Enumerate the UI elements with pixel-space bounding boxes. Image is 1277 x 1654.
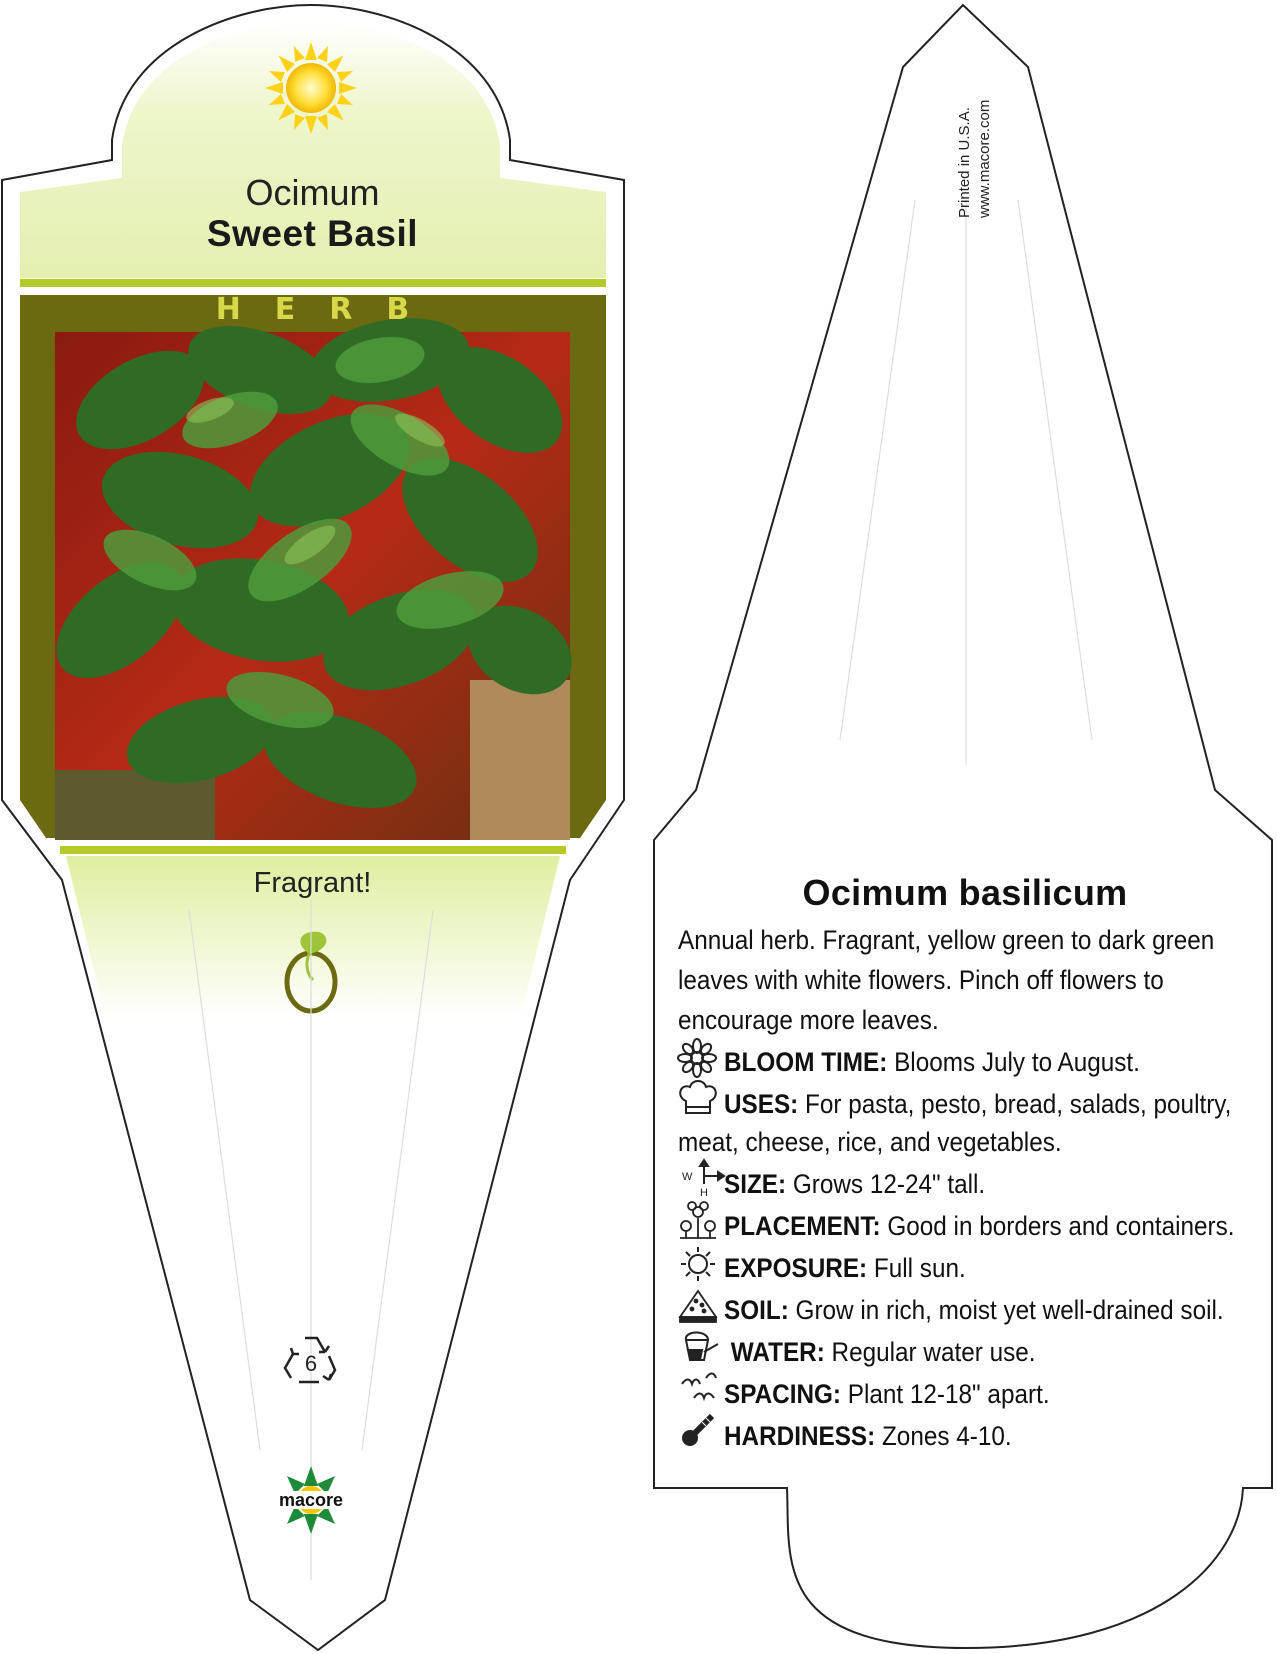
attr-water: WATER: Regular water use. (730, 1336, 1036, 1367)
attr-soil: SOIL: Grow in rich, moist yet well-drained soil. (724, 1294, 1224, 1325)
sun-icon (265, 42, 357, 134)
attr-uses-continued: meat, cheese, rice, and vegetables. (678, 1127, 1062, 1157)
attr-spacing: SPACING: Plant 12-18" apart. (724, 1378, 1050, 1409)
printed-notice (955, 38, 993, 218)
size-icon-h: H (700, 1187, 708, 1199)
description: Annual herb. Fragrant, yellow green to dark green leaves with white flowers. Pinch off flowers to encourage more leaves. (678, 925, 1215, 1035)
svg-text:macore: macore (278, 1490, 344, 1510)
common-name: Sweet Basil (206, 213, 419, 254)
attr-uses: USES: For pasta, pesto, bread, salads, poultry, (724, 1088, 1232, 1119)
attr-placement: PLACEMENT: Good in borders and containers. (724, 1210, 1235, 1241)
attr-hardiness: HARDINESS: Zones 4-10. (724, 1420, 1012, 1451)
size-icon-w: W (682, 1171, 693, 1183)
header-lime-rule (20, 279, 606, 287)
lower-lime-rule (60, 846, 566, 854)
category-label: HERB (215, 292, 444, 327)
attr-bloom-time: BLOOM TIME: Blooms July to August. (724, 1046, 1140, 1077)
basil-photo (36, 307, 588, 840)
attr-size: SIZE: Grows 12-24" tall. (724, 1168, 986, 1199)
recycle-number: 6 (304, 1351, 318, 1376)
scientific-name: Ocimum basilicum (802, 872, 1128, 913)
attr-exposure: EXPOSURE: Full sun. (724, 1252, 966, 1283)
website: www.macore.com (976, 99, 993, 218)
genus-name: Ocimum (245, 172, 380, 213)
printed-in: Printed in U.S.A. (956, 107, 973, 218)
tagline: Fragrant! (253, 867, 372, 899)
